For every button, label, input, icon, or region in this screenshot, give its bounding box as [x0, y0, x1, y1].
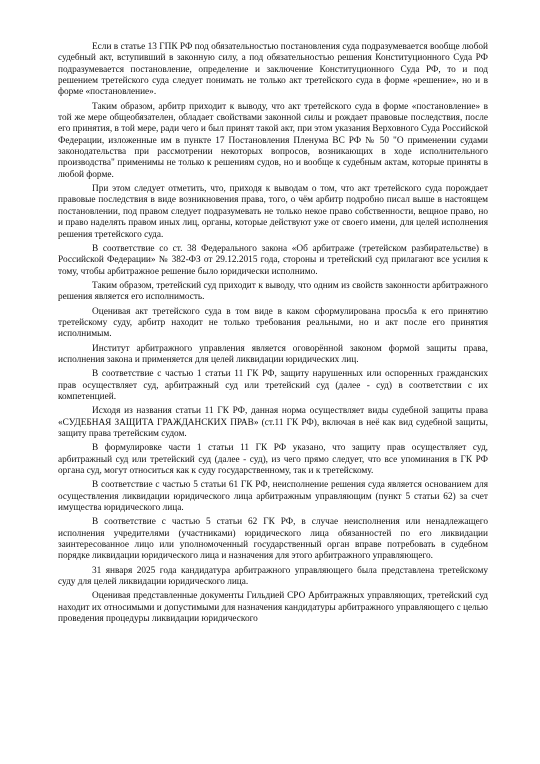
paragraph-6: Оценивая акт третейского суда в том виде в каком сформулирована просьба к его принятию третейскому суду, арбитр находит не только требования реальными, но и акт после его принятия исполнимым.	[58, 306, 488, 340]
paragraph-12: В соответствие с частью 5 статьи 62 ГК РФ, в случае неисполнения или ненадлежащего исполнения учредителями (участниками) юридического лица обязанностей по его ликвидации заинтересованное лицо или уполномоченный государственный орган вправе потребовать в судебном порядке ликвидации юридического лица и назначения для этого арбитражного управляющего.	[58, 517, 488, 562]
paragraph-7: Институт арбитражного управления является оговорённой законом формой защиты права, исполнения закона и применяется для целей ликвидации юридических лиц.	[58, 343, 488, 365]
paragraph-4: В соответствие со ст. 38 Федерального закона «Об арбитраже (третейском разбирательстве) в Российской Федерации» № 382-ФЗ от 29.12.2015 года, стороны и третейский суд прилагают все усилия к тому, чтобы арбитражное решение было юридически исполнимо.	[58, 243, 488, 277]
paragraph-5: Таким образом, третейский суд приходит к выводу, что одним из свойств законности арбитражного решения является его исполнимость.	[58, 280, 488, 303]
paragraph-11: В соответствие с частью 5 статьи 61 ГК РФ, неисполнение решения суда является основанием для осуществления ликвидации юридического лица арбитражным управляющим (пункт 5 статьи 62) за счет имущества юридического лица.	[58, 480, 488, 514]
paragraph-9: Исходя из названия статьи 11 ГК РФ, данная норма осуществляет виды судебной защиты права «СУДЕБНАЯ ЗАЩИТА ГРАЖДАНСКИХ ПРАВ» (ст.11 ГК РФ), включая в неё как вид судебной защиты, защиту права третейским судом.	[58, 406, 488, 439]
document-page	[58, 42, 488, 629]
paragraph-8: В соответствие с частью 1 статьи 11 ГК РФ, защиту нарушенных или оспоренных гражданских прав осуществляет суд, арбитражный суд или третейский суд (далее - суд) в соответствии с их компетенцией.	[58, 369, 488, 402]
paragraph-10: В формулировке части 1 статьи 11 ГК РФ указано, что защиту прав осуществляет суд, арбитражный суд или третейский суд (далее - суд), из чего прямо следует, что все упоминания в ГК РФ органа суд, могут относиться как к суду государственному, так и к третейскому.	[58, 443, 488, 477]
paragraph-2: Таким образом, арбитр приходит к выводу, что акт третейского суда в форме «постановление» в той же мере общеобязателен, обладает свойствами законной силы и рождает правовые последствия, после его принятия, в той мере, ради чего и был принят такой акт, при этом указания Верховного Суда Российской Федерации, изложенные им в пункте 17 Постановления Пленума ВС РФ № 50 "О применении судами законодательства при рассмотрении некоторых вопросов, возникающих в ходе исполнительного производства" применимы не только к решениям судов, но и вообще к судебным актам, которые приняты в любой форме.	[58, 101, 488, 180]
paragraph-3: При этом следует отметить, что, приходя к выводам о том, что акт третейского суда порождает правовые последствия в виде возникновения права, того, о чём арбитр подробно писал выше в настоящем постановлении, под правом следует подразумевать не только некое право собственности, вещное право, но и право наделять правом иных лиц, органы, которые действуют уже от своего имени, для целей исполнения решения третейского суда.	[58, 184, 488, 240]
paragraph-1: Если в статье 13 ГПК РФ под обязательностью постановления суда подразумевается вообще любой судебный акт, вступивший в законную силу, а под обязательностью решения Конституционного Суда РФ подразумевается постановление, определение и заключение Конституционного Суда РФ, то и под решением третейского суда следует понимать не только акт третейского суда в форме «решение», но и в форме «постановление».	[58, 42, 488, 98]
paragraph-13: 31 января 2025 года кандидатура арбитражного управляющего была представлена третейскому суду для целей ликвидации юридического лица.	[58, 565, 488, 588]
paragraph-14: Оценивая представленные документы Гильдией СРО Арбитражных управляющих, третейский суд находит их относимыми и допустимыми для назначения кандидатуры арбитражного управляющего с целью проведения процедуры ликвидации юридического	[58, 591, 488, 625]
